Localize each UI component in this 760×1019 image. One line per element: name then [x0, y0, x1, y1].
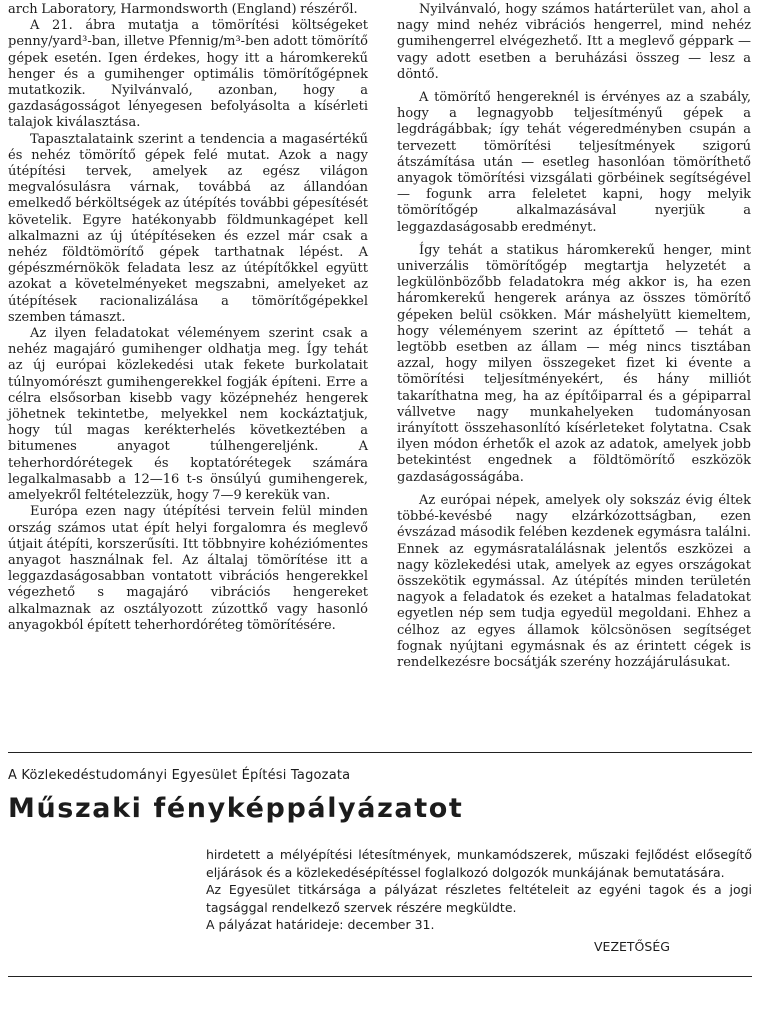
announcement-organization: A Közlekedéstudományi Egyesület Építési Tagozata [8, 768, 351, 783]
left-text-column [8, 2, 368, 634]
paragraph: Az ilyen feladatokat véleményem szerint csak a nehéz magajáró gumihenger oldhatja meg. Így tehát az új európai közlekedési utak fekete burkolatait túlnyomórészt gumihengerekkel fogják építeni. Erre a célra elsősorban kisebb vagy középnehéz hengerek jöhetnek tekintetbe, melyekkel nem kockáztatjuk, hogy túl magas kerékterhelés következtében a bitumenes anyagot túlhengereljénk. A teherhordórétegek és koptatórétegek számára legalkalmasabb a 12—16 t-s önsúlyú gumihengerek, amelyekről feltételezzük, hogy 7—9 kerekük van. [8, 326, 368, 504]
announcement-paragraph: hirdetett a mélyépítési létesítmények, munkamódszerek, műszaki fejlődést elősegítő eljárások és a közlekedésépítéssel foglalkozó dolgozók munkájának bemutatására. [206, 847, 752, 880]
paragraph: arch Laboratory, Harmondsworth (England) részéről. [8, 2, 358, 17]
announcement-bottom-rule [8, 976, 752, 977]
paragraph: Európa ezen nagy útépítési tervein felül minden ország számos utat épít helyi forgalomra és meglevő útjait átépíti, korszerűsíti. Itt többnyire kohéziómentes anyagot használnak fel. Az általaj tömörítése itt a leggazdaságosabban vontatott vibrációs hengerekkel végezhető s magajáró vibrációs hengereket alkalmaznak az osztályozott zúzottkő vagy hasonló anyagokból épített teherhordóréteg tömörítésére. [8, 504, 368, 633]
paragraph: Így tehát a statikus háromkerekű henger, mint univerzális tömörítőgép megtartja helyzetét a legkülönbözőbb feladatokra még akkor is, ha ezen háromkerekű hengerek aránya az összes tömörítő gépeken belül csökken. Már máshelyütt kiemeltem, hogy véleményem szerint az építtető — tehát a legtöbb esetben az állam — még nincs tisztában azzal, hogy milyen összegeket fizet ki évente a tömörítési teljesítményekért, és hány milliót takaríthatna meg, ha az építőiparral és a gépiparral vállvetve nagy munkahelyeken tudományosan irányított összehasonlító kísérleteket folytatna. Csak ilyen módon érhetők el azok az adatok, amelyek jobb betekintést engednek a földtömörítő eszközök gazdaságosságába. [397, 242, 751, 485]
paragraph: Nyilvánvaló, hogy számos határterület van, ahol a nagy mind nehéz vibrációs hengerrel, mind nehéz gumihengerrel elvégezhető. Itt a meglevő géppark — vagy adott esetben a beruházási összeg — lesz a döntő. [397, 2, 751, 82]
paragraph: A tömörítő hengereknél is érvényes az a szabály, hogy a legnagyobb teljesítményű gépek a legdrágábbak; így tehát végeredményben csupán a tervezett tömörítési teljesítmények szigorú átszámítása után — esetleg hasonlóan tömöríthető anyagok tömörítési vizsgálati görbéinek segítségével — fogunk arra feleletet kapni, hogy melyik tömörítőgép alkalmazásával nyerjük a leggazdaságosabb eredményt. [397, 90, 751, 235]
paragraph: Tapasztalataink szerint a tendencia a magasértékű és nehéz tömörítő gépek felé mutat. Azok a nagy útépítési tervek, amelyek az egész világon megvalósulásra várnak, továbbá az állandóan emelkedő bérköltségek az útépítés további gépesítését követelik. Egyre hatékonyabb földmunkagépet kell alkalmazni az új útépítéseken és ezzel már csak a nehéz földtömörítő gépek tarthatnak lépést. A gépészmérnökök feladata lesz az útépítőkkel együtt azokat a követelményeket megszabni, amelyeket az útépítések racionalizálása a tömörítőgépekkel szemben támaszt. [8, 131, 368, 325]
announcement-paragraph: Az Egyesület titkársága a pályázat részletes feltételeit az egyéni tagok és a jogi tagsággal rendelkező szervek részére megküldte. [206, 882, 752, 915]
announcement-body [206, 846, 752, 934]
announcement-signature: VEZETŐSÉG [594, 939, 670, 954]
right-text-column [397, 2, 751, 671]
announcement-deadline: A pályázat határideje: december 31. [206, 917, 435, 932]
announcement-top-rule [8, 752, 752, 753]
paragraph: A 21. ábra mutatja a tömörítési költségeket penny/yard³-ban, illetve Pfennig/m³-ben adott tömörítő gépek esetén. Igen érdekes, hogy itt a háromkerekű henger és a gumihenger optimális tömörítőgépnek mutatkozik. Nyilvánvaló, azonban, hogy a gazdaságosságot lényegesen befolyásolta a kísérleti talajok kiválasztása. [8, 18, 368, 131]
announcement-title: Műszaki fényképpályázatot [8, 793, 464, 824]
paragraph: Az európai népek, amelyek oly sokszáz évig éltek többé-kevésbé nagy elzárkózottságban, ezen évszázad második felében kezdenek egymásra találni. Ennek az egymásratalálásnak jelentős eszközei a nagy közlekedési utak, amelyek az egyes országokat összekötik egymással. Az útépítés minden területén nagyok a feladatok és ezeket a hatalmas feladatokat egyetlen nép sem tudja egyedül megoldani. Ehhez a célhoz az egyes államok kölcsönösen segítséget fognak nyújtani egymásnak és az érintett cégek is rendelkezésre bocsátják szerény hozzájárulásukat. [397, 492, 751, 670]
